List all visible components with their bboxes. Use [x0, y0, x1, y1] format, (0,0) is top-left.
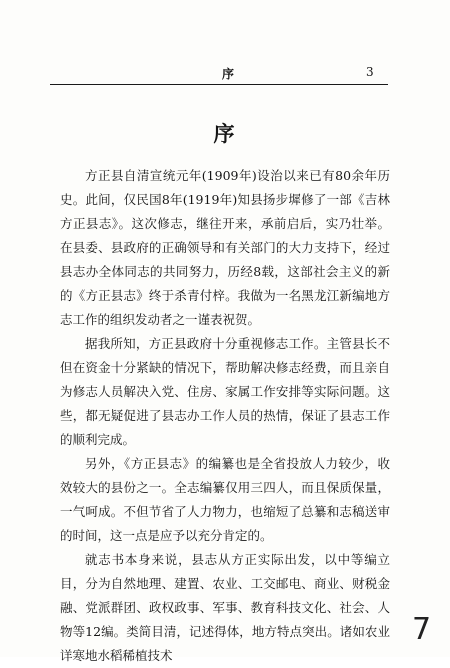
- paragraph-1: 方正县自清宣统元年(1909年)设治以来已有80余年历史。此间，仅民国8年(1919年)知县扬步墀修了一部《吉林方正县志》。这次修志，继往开来，承前启后，实乃壮举。在县委、县政府的正确领导和有关部门的大力支持下，经过县志办全体同志的共同努力，历经8载，这部社会主义的新的《方正县志》终于杀青付梓。我做为一名黑龙江新编地方志工作的组织发动者之一谨表祝贺。: [60, 168, 390, 327]
- running-header: [0, 60, 450, 84]
- paragraph-3: 另外，《方正县志》的编纂也是全省投放人力较少，收效较大的县份之一。全志编纂仅用三四人，而且保质保量，一气呵成。不但节省了人力物力，也缩短了总纂和志稿送审的时间，这一点是应予以充分肯定的。: [60, 456, 390, 543]
- handwritten-page-mark: 7: [412, 612, 432, 647]
- body-text: [60, 164, 390, 668]
- paragraph-2: 据我所知，方正县政府十分重视修志工作。主管县长不但在资金十分紧缺的情况下，帮助解决修志经费，而且亲自为修志人员解决入党、住房、家属工作安排等实际问题。这些，都无疑促进了县志办工作人员的热情，保证了县志工作的顺利完成。: [60, 336, 390, 447]
- paragraph-4: 就志书本身来说，县志从方正实际出发，以中等编立目，分为自然地理、建置、农业、工交邮电、商业、财税金融、党派群团、政权政事、军事、教育科技文化、社会、人物等12编。类简目清，记述得体，地方特点突出。诸如农业详寒地水稻稀植技术: [60, 552, 390, 663]
- running-header-title: 序: [222, 67, 236, 81]
- page-number: 3: [366, 65, 374, 79]
- header-rule: [50, 84, 388, 85]
- section-title: 序: [213, 121, 237, 146]
